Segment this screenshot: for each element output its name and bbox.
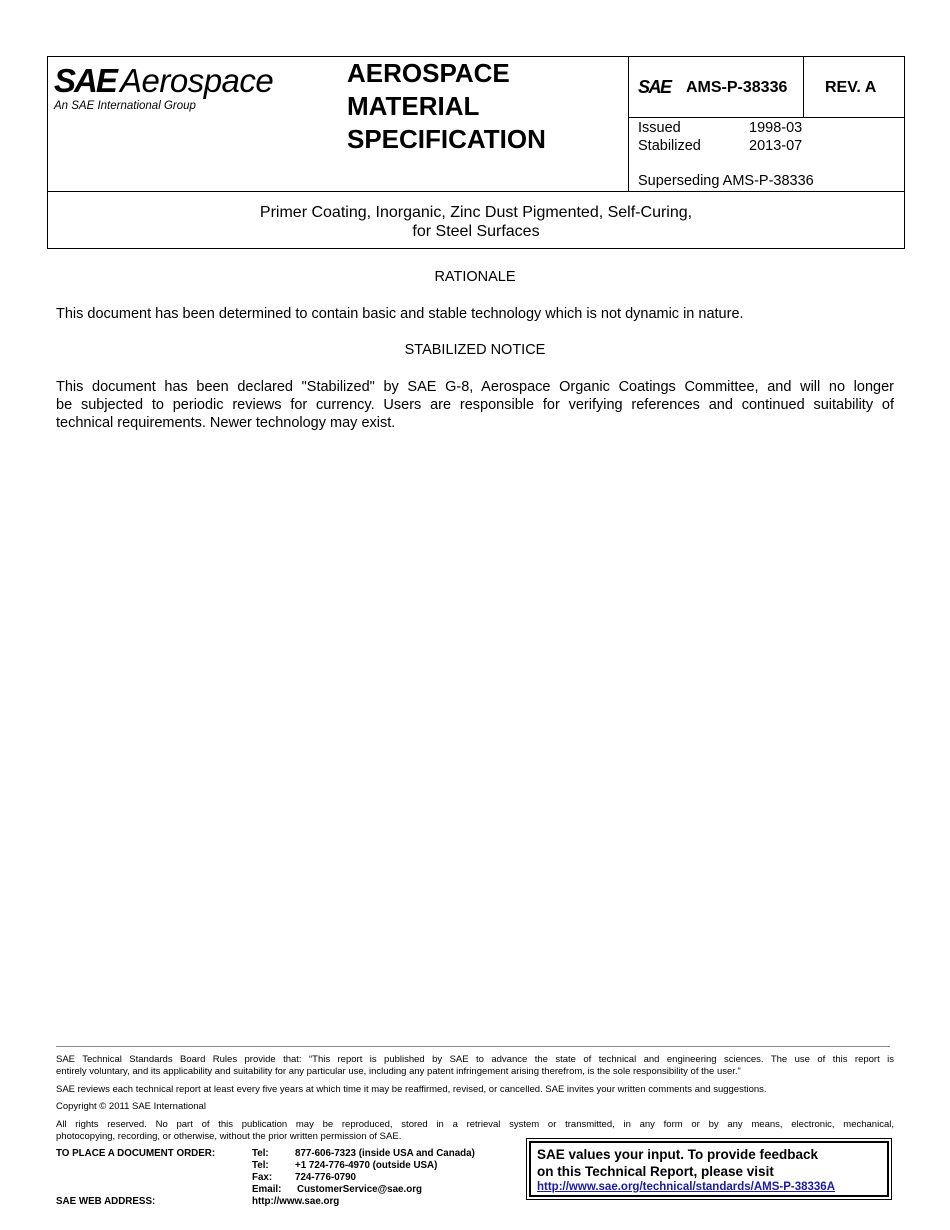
feedback-box bbox=[526, 1138, 892, 1200]
document-number: AMS-P-38336 bbox=[686, 79, 788, 96]
copyright-notice bbox=[56, 1101, 894, 1113]
order-row-tel2 bbox=[56, 1160, 526, 1172]
notice-line: technical requirements. Newer technology may exist. bbox=[56, 415, 396, 431]
document-title-row bbox=[48, 191, 904, 249]
logo-mark: SAE bbox=[54, 62, 116, 99]
email-link[interactable]: CustomerService@sae.org bbox=[297, 1184, 422, 1195]
issued-date: 1998-03 bbox=[749, 120, 803, 136]
document-title-line: Primer Coating, Inorganic, Zinc Dust Pigmented, Self-Curing, bbox=[259, 204, 693, 221]
order-row-email bbox=[56, 1184, 526, 1196]
feedback-line: SAE values your input. To provide feedback bbox=[537, 1147, 819, 1162]
superseding-note: Superseding AMS-P-38336 bbox=[638, 173, 814, 189]
logo-wordmark: Aerospace bbox=[120, 62, 274, 99]
tel2-label: Tel: bbox=[252, 1160, 269, 1171]
revision-label: REV. A bbox=[825, 79, 877, 96]
header-left-panel bbox=[48, 57, 628, 191]
document-type-line: SPECIFICATION bbox=[347, 124, 546, 154]
notice-line: This document has been declared "Stabilized" by SAE G-8, Aerospace Organic Coatings Committee, and will no longer bbox=[56, 379, 894, 395]
feedback-line: on this Technical Report, please visit bbox=[537, 1164, 774, 1179]
fax-value: 724-776-0790 bbox=[295, 1172, 357, 1183]
stabilized-label: Stabilized bbox=[638, 138, 701, 154]
notice-line: be subjected to periodic reviews for currency. Users are responsible for verifying references and continued suitability of bbox=[56, 397, 894, 413]
order-contact-block bbox=[56, 1148, 526, 1208]
logo-tagline: An SAE International Group bbox=[54, 100, 196, 112]
tel-value: 877-606-7323 (inside USA and Canada) bbox=[295, 1148, 475, 1159]
issued-label: Issued bbox=[638, 120, 681, 136]
footer-divider bbox=[56, 1046, 890, 1047]
header-right-panel bbox=[628, 57, 905, 191]
document-type-line: MATERIAL bbox=[347, 91, 480, 121]
stabilized-date: 2013-07 bbox=[749, 138, 803, 154]
web-address-link[interactable]: http://www.sae.org bbox=[252, 1196, 340, 1207]
document-header bbox=[47, 56, 905, 249]
feedback-box-inner bbox=[529, 1141, 889, 1197]
stabilized-notice-text bbox=[56, 378, 894, 432]
rules-line: SAE Technical Standards Board Rules provide that: “This report is published by SAE to advance the state of technical and engineering sciences. The use of this report is bbox=[56, 1054, 894, 1065]
rights-line: photocopying, recording, or otherwise, without the prior written permission of SAE. bbox=[56, 1130, 402, 1142]
rationale-line: This document has been determined to contain basic and stable technology which is not dynamic in nature. bbox=[56, 306, 744, 322]
fax-label: Fax: bbox=[252, 1172, 273, 1183]
rules-line: entirely voluntary, and its applicability and suitability for any particular use, including any patent infringement arising therefrom, is the sole responsibility of the user.” bbox=[56, 1065, 741, 1077]
review-statement bbox=[56, 1084, 894, 1096]
standards-board-rules bbox=[56, 1054, 894, 1077]
rights-line: All rights reserved. No part of this publication may be reproduced, stored in a retrieval system or transmitted, in any form or by any means, electronic, mechanical, bbox=[56, 1119, 894, 1130]
document-type bbox=[347, 57, 617, 156]
sae-small-logo: SAE bbox=[638, 77, 671, 97]
order-row-fax bbox=[56, 1172, 526, 1184]
email-label: Email: bbox=[252, 1184, 282, 1195]
document-id-row bbox=[629, 57, 905, 118]
order-label: TO PLACE A DOCUMENT ORDER: bbox=[56, 1148, 216, 1159]
sae-aerospace-logo bbox=[54, 62, 294, 114]
feedback-link[interactable]: http://www.sae.org/technical/standards/AMS-P-38336A bbox=[537, 1181, 836, 1193]
copyright-line: Copyright © 2011 SAE International bbox=[56, 1101, 206, 1112]
document-title bbox=[48, 203, 904, 241]
tel-label: Tel: bbox=[252, 1148, 269, 1159]
review-line: SAE reviews each technical report at least every five years at which time it may be reaffirmed, revised, or cancelled. SAE invites your written comments and suggestions. bbox=[56, 1084, 767, 1095]
document-title-line: for Steel Surfaces bbox=[412, 223, 540, 240]
web-address-label: SAE WEB ADDRESS: bbox=[56, 1196, 156, 1207]
order-row-web bbox=[56, 1196, 526, 1208]
rationale-heading: RATIONALE bbox=[434, 269, 516, 285]
stabilized-notice-heading: STABILIZED NOTICE bbox=[404, 342, 546, 358]
tel2-value: +1 724-776-4970 (outside USA) bbox=[295, 1160, 438, 1171]
rationale-text bbox=[56, 305, 894, 323]
document-number-cell bbox=[629, 57, 804, 117]
document-type-line: AEROSPACE bbox=[347, 58, 510, 88]
order-row-tel bbox=[56, 1148, 526, 1160]
